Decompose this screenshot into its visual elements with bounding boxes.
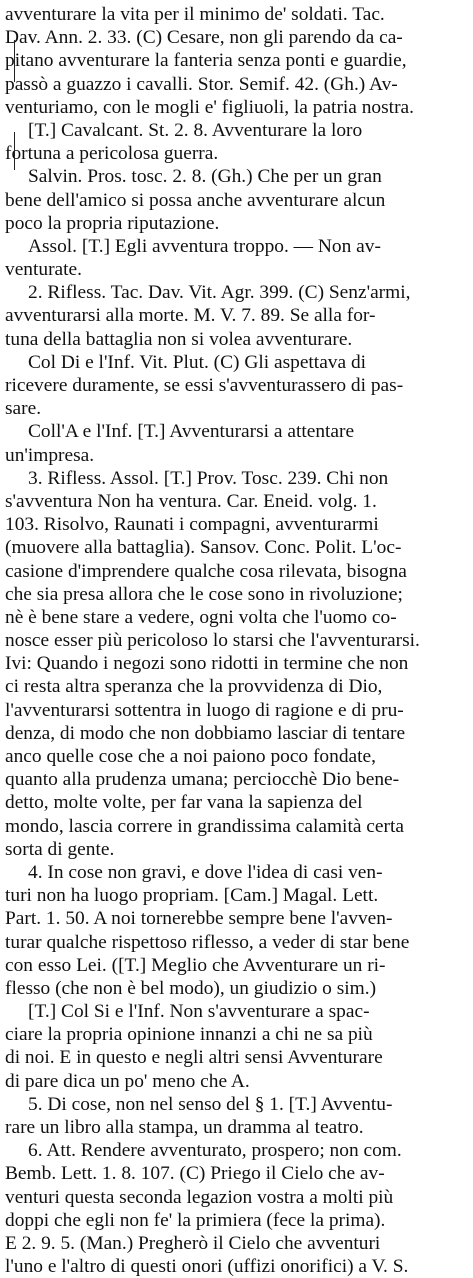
- text-line: [T.] Col Si e l'Inf. Non s'avventurare a spac-: [28, 1001, 370, 1023]
- text-line: 2. Rifless. Tac. Dav. Vit. Agr. 399. (C) Senz'armi,: [28, 282, 411, 304]
- text-line: 3. Rifless. Assol. [T.] Prov. Tosc. 239. Chi non: [28, 467, 389, 489]
- text-line: di noi. E in questo e negli altri sensi Avventurare: [5, 1047, 383, 1069]
- text-line: Ivi: Quando i negozi sono ridotti in termine che non: [5, 653, 409, 675]
- text-line: pitano avventurare la fanteria senza ponti e guardie,: [5, 50, 407, 72]
- text-line: 5. Di cose, non nel senso del § 1. [T.] Avventu-: [28, 1093, 393, 1115]
- text-line: bene dell'amico si possa anche avventurare alcun: [5, 189, 386, 211]
- text-line: Salvin. Pros. tosc. 2. 8. (Gh.) Che per un gran: [28, 166, 382, 188]
- text-line: avventurarsi alla morte. M. V. 7. 89. Se alla for-: [5, 305, 376, 327]
- text-line: detto, molte volte, per far vana la sapienza del: [5, 792, 363, 814]
- text-line: Dav. Ann. 2. 33. (C) Cesare, non gli parendo da ca-: [5, 27, 403, 49]
- text-line: l'uno e l'altro di questi onori (uffizi onorifici) a V. S.: [5, 1256, 409, 1278]
- text-line: Assol. [T.] Egli avventura troppo. — Non av-: [28, 235, 381, 257]
- text-line: mondo, lascia correre in grandissima calamità certa: [5, 815, 404, 837]
- text-line: con esso Lei. ([T.] Meglio che Avventurare un ri-: [5, 954, 386, 976]
- text-line: venturate.: [5, 259, 82, 281]
- text-line: flesso (che non è bel modo), un giudizio o sim.): [5, 977, 377, 999]
- text-line: E 2. 9. 5. (Man.) Pregherò il Cielo che avventuri: [5, 1232, 381, 1254]
- text-line: venturiamo, con le mogli e' figliuoli, la patria nostra.: [5, 96, 414, 118]
- text-line: tuna della battaglia non si volea avventurare.: [5, 328, 353, 350]
- text-line: un'impresa.: [5, 444, 95, 466]
- text-line: rare un libro alla stampa, un dramma al teatro.: [5, 1117, 364, 1138]
- text-line: turi non ha luogo propriam. [Cam.] Magal. Lett.: [5, 885, 379, 907]
- text-line: quanto alla prudenza umana; perciocchè Dio bene-: [5, 769, 400, 791]
- entry-text: [5, 3, 467, 1278]
- text-line: Bemb. Lett. 1. 8. 107. (C) Priego il Cielo che av-: [5, 1163, 385, 1185]
- text-line: l'avventurarsi sottentra in luogo di ragione e di pru-: [5, 699, 404, 721]
- text-line: Col Di e l'Inf. Vit. Plut. (C) Gli aspettava di: [28, 351, 367, 373]
- text-line: doppi che egli non fe' la primiera (fece la prima).: [5, 1209, 386, 1231]
- text-line: (muovere alla battaglia). Sansov. Conc. Polit. L'oc-: [5, 537, 402, 559]
- text-line: s'avventura Non ha ventura. Car. Eneid. volg. 1.: [5, 490, 377, 512]
- text-line: avventurare la vita per il minimo de' soldati. Tac.: [5, 4, 385, 25]
- text-line: fortuna a pericolosa guerra.: [5, 143, 219, 165]
- text-line: 6. Att. Rendere avventurato, prospero; non com.: [28, 1140, 402, 1162]
- text-line: poco la propria riputazione.: [5, 212, 220, 234]
- margin-rule: [14, 40, 15, 82]
- text-line: Part. 1. 50. A noi tornerebbe sempre bene l'avven-: [5, 908, 393, 930]
- text-line: denza, di modo che non dobbiamo lasciar di tentare: [5, 722, 406, 744]
- text-line: ciare la propria opinione innanzi a chi ne sa più: [5, 1024, 373, 1046]
- text-line: nè è bene stare a vedere, ogni volta che l'uomo co-: [5, 606, 397, 628]
- text-line: venturi questa seconda legazion vostra a molti più: [5, 1186, 394, 1208]
- text-line: 4. In cose non gravi, e dove l'idea di casi ven-: [28, 861, 383, 883]
- text-line: [T.] Cavalcant. St. 2. 8. Avventurare la loro: [28, 119, 363, 141]
- text-line: anco quelle cose che a noi paiono poco fondate,: [5, 746, 376, 767]
- text-line: sorta di gente.: [5, 838, 115, 860]
- text-line: sare.: [5, 398, 42, 420]
- text-line: Coll'A e l'Inf. [T.] Avventurarsi a attentare: [28, 421, 355, 443]
- text-line: casione d'imprendere qualche cosa rilevata, bisogna: [5, 560, 407, 582]
- text-line: nosce esser più pericoloso lo starsi che l'avventurarsi.: [5, 630, 420, 652]
- text-line: passò a guazzo i cavalli. Stor. Semif. 42. (Gh.) Av-: [5, 73, 398, 95]
- text-line: ricevere duramente, se essi s'avventurassero di pas-: [5, 375, 404, 396]
- text-line: di pare dica un po' meno che A.: [5, 1070, 250, 1092]
- margin-rule: [14, 132, 15, 170]
- text-line: che sia presa allora che le cose sono in rivoluzione;: [5, 583, 403, 605]
- text-line: turar qualche rispettoso riflesso, a veder di star bene: [5, 931, 410, 953]
- text-line: 103. Risolvo, Raunati i compagni, avventurarmi: [5, 514, 379, 536]
- text-line: ci resta altra speranza che la provvidenza di Dio,: [5, 676, 383, 698]
